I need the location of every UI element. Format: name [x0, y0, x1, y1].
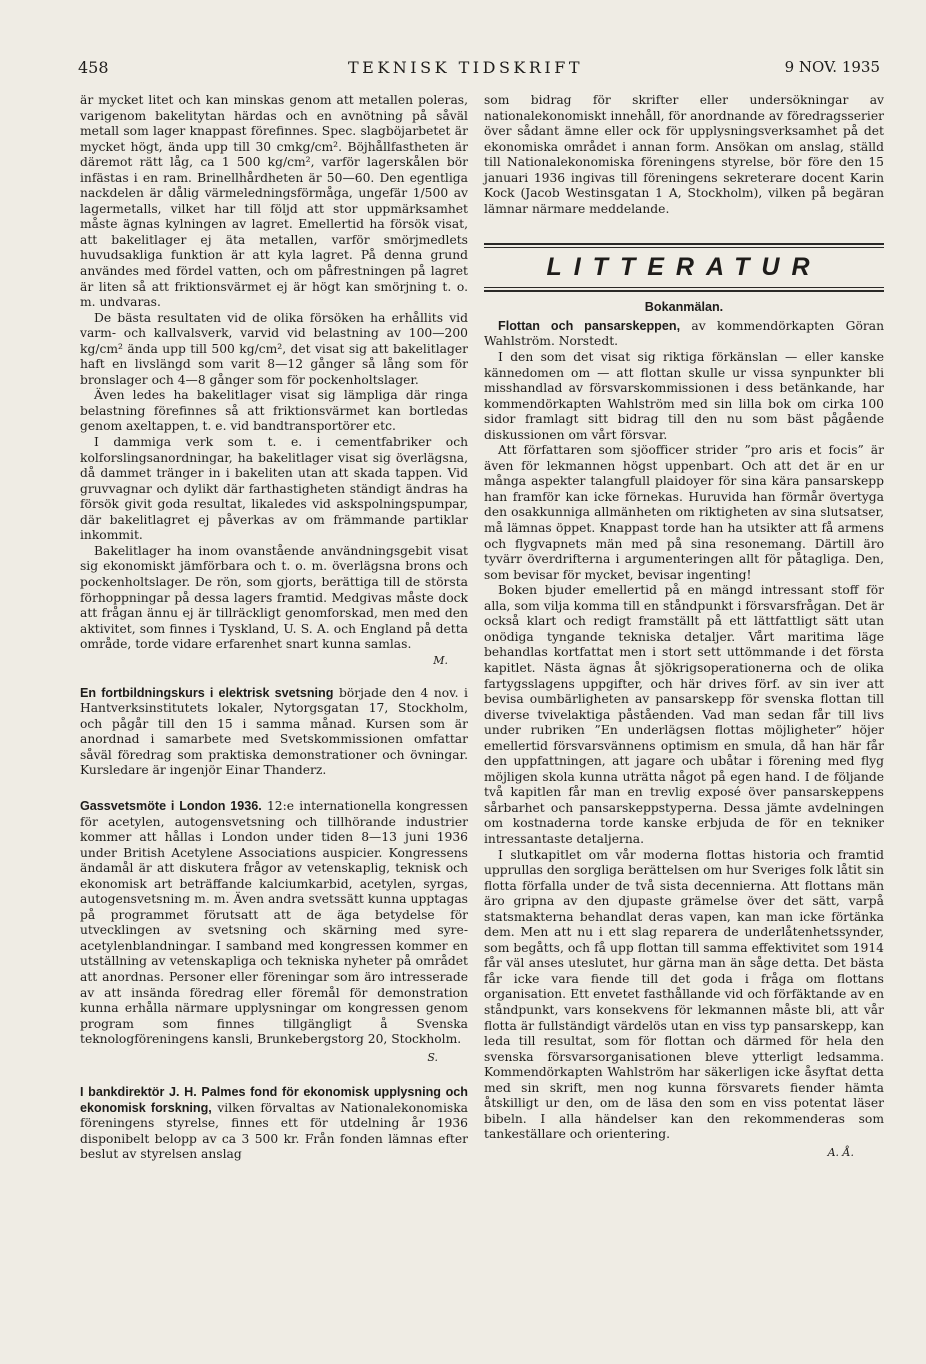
notice-gas-welding — [80, 799, 468, 1048]
subsection-title: Bokanmälan. — [644, 300, 724, 315]
notice-welding-course — [80, 686, 468, 779]
page-number: 458 — [78, 58, 109, 77]
page-header — [78, 58, 880, 84]
section-title: LITTERATUR — [546, 253, 822, 282]
author-signature: A. Å. — [827, 1145, 854, 1159]
notice-body: började den 4 nov. i Hantverksinstitutets lokaler, Nytorgsgatan 17, Stockholm, och pågår till den 15 i samma månad. Kursen som är anordnad i samarbete med Svetskommissionen omfattar såväl föredrag som praktiska demonstrationer och övningar. Kursledare är ingenjör Einar Thanderz. — [80, 685, 468, 778]
author-signature: M. — [433, 653, 448, 667]
review-paragraph: Att författaren som sjöofficer strider ”pro aris et focis” är även för lekmannen högst uppenbart. Och att det är en ur många aspekter talangfull plaidoyer för sina kära pansarskepp han framför kan icke förnekas. Huruvida han förmår övertyga den osakkunniga allmänheten om riktigheten av sina slutsatser, må lämnas öppet. Knappast torde han ha utsikter att få armens och flygvapnets män med på sina resonemang. Därtill äro tyvärr överdrifterna i argumenteringen allt för påtagliga. Den, som bevisar för mycket, bevisar ingenting! — [484, 443, 884, 582]
author-signature: S. — [427, 1050, 438, 1064]
left-column — [80, 93, 468, 1163]
article-paragraph: som bidrag för skrifter eller undersökningar av nationalekonomiskt innehåll, för anordnande av föredragsserier över sådant ämne eller ock för upplysningsverksamhet på det ekonomiska området i annan form. Ansökan om anslag, ställd till Nationalekonomiska föreningens styrelse, bör före den 15 januari 1936 ingivas till föreningens sekreterare docent Karin Kock (Jacob Westinsgatan 1 A, Stockholm), vilken på begäran lämnar närmare meddelande. — [484, 93, 884, 216]
article-paragraph: De bästa resultaten vid de olika försöken ha erhållits vid varm- och kallvalsverk, varvid vid belastning av 100—200 kg/cm² ända upp till 500 kg/cm², det visat sig att bakelitlager haft en livslängd som varit 8—12 gånger så lång som för bronslager och 4—8 gånger som för pockenholtslager. — [80, 310, 468, 387]
notice-heading: I bankdirektör J. H. Palmes fond för ekonomisk upplysning och ekonomisk forskning, — [80, 1085, 468, 1115]
notice-heading: En fortbildningskurs i elektrisk svetsning — [80, 685, 334, 700]
article-paragraph: I dammiga verk som t. e. i cementfabriker och kolforslingsanordningar, ha bakelitlager visat sig överlägsna, då dammet tränger in i bakeliten utan att skada tappen. Vid gruvvagnar och dylikt där farthastigheten ständigt ändras ha försök givit goda resultat, likaledes vid askspolningspumpar, där bakelitlagret ej påverkas av om främmande partiklar inkommit. — [80, 435, 468, 543]
divider — [484, 243, 884, 245]
journal-title: TEKNISK TIDSKRIFT — [348, 58, 583, 77]
notice-body: 12:e internationella kongressen för acetylen, autogensvetsning och tillhörande industrier kommer att hållas i London under tiden 8—13 juni 1936 under British Acetylene Associations auspicier. Kongressens ändamål är att diskutera frågor av vetenskaplig, teknisk och ekonomisk art beträffande kalciumkarbid, acetylen, syrgas, autogensvetsning m. m. Även andra svetssätt kunna upptagas på programmet förutsatt att de äga betydelse för utvecklingen av svetsning och skärning med syre-acetylenblandningar. I samband med kongressen kommer en utställning av vetenskapliga och tekniska nyheter på området att anordnas. Personer eller föreningar som äro intresserade av att insända föredrag eller föremål för demonstration kunna erhålla närmare upplysningar om kongressen genom program som finnes tillgängligt å Svenska teknologföreningens kansli, Brunkebergstorg 20, Stockholm. — [80, 798, 468, 1047]
divider — [484, 247, 884, 248]
review-paragraph: I den som det visat sig riktiga förkänslan — eller kanske kännedomen om — att flottan skulle ur vissa synpunkter bli misshandlad av försvarskommissionen i dess betänkande, har kommendörkapten Wahlström med sin lilla bok om cirka 100 sidor framlagt sitt bidrag till den nu som bäst pågående diskussionen om vårt försvar. — [484, 350, 884, 442]
article-paragraph: Bakelitlager ha inom ovanstående användningsgebit visat sig ekonomiskt jämförbara och t. o. m. överlägsna brons och pockenholtslager. De rön, som gjorts, berättiga till de största förhoppningar på dessa lagers framtid. Medgivas måste dock att frågan ännu ej är tillräckligt genomforskad, men med den aktivitet, som finnes i Tyskland, U. S. A. och England på detta område, torde vidare erfarenhet snart kunna samlas. — [80, 543, 468, 652]
notice-heading: Gassvetsmöte i London 1936. — [80, 798, 262, 813]
book-info: av kommendörkapten Göran Wahlström. Norstedt. — [484, 318, 884, 349]
notice-body: vilken förvaltas av Nationalekonomiska föreningens styrelse, finnes ett för utdelning år 1936 disponibelt belopp av ca 3 500 kr. Från fonden lämnas efter beslut av styrelsen anslag — [80, 1100, 468, 1162]
divider — [484, 287, 884, 288]
book-reference — [484, 319, 884, 350]
book-title: Flottan och pansarskeppen, — [498, 318, 681, 333]
article-paragraph: är mycket litet och kan minskas genom att metallen poleras, varigenom bakelitytan härdas och en avnötning på såväl metall som lager knappast förefinnes. Spec. slagböjarbetet är mycket högt, ända upp till 30 cmkg/cm². Böjhållfastheten är däremot rätt låg, ca 1 500 kg/cm², varför lagerskålen bör infästas i en ram. Brinellhårdheten är 50—60. Den egentliga nackdelen är dålig värmeledningsförmåga, ungefär 1/500 av lagermetalls, vilket har till följd att stor uppmärksamhet måste ägnas kylningen av lagret. Emellertid ha försök visat, att bakelitlager ej äta metallen, varför smörjmedlets huvudsakliga funktion är att kyla lagret. På denna grund användes med fördel vatten, och om påfrestningen på lagret är liten så att friktionsvärmet ej är högt kan smörjning t. o. m. undvaras. — [80, 93, 468, 310]
divider — [484, 290, 884, 292]
right-column — [484, 93, 884, 1160]
review-paragraph: I slutkapitlet om vår moderna flottas historia och framtid upprullas den sorgliga berättelsen om hur Sveriges folk låtit sin flotta förfalla under de två sista decennierna. Att flottans män äro gripna av den djupaste grämelse över det sätt, varpå statsmakterna behandlat deras vapen, kan man icke förtänka dem. Men att nu i ett slag reparera de underlåtenhetssynder, som begåtts, och få upp flottan till samma effektivitet som 1914 får väl anses uteslutet, hur gärna man än såge detta. Det bästa får icke vara fiende till det goda i fråga om flottans organisation. Ett envetet fasthållande vid och förfäktande av en ståndpunkt, vars konsekvens för lekmannen måste bli, att vår flotta är fullständigt värdelös utan en viss typ pansarskepp, kan leda till resultat, som för flottan och därmed för hela den svenska försvarsorganisationen bleve ytterligt ledsamma. Kommendörkapten Wahlström har säkerligen icke åsyftat detta med sin skrift, men nog kunna försvarets fiender hämta åtskilligt ur den, om de läsa den som en viss potentat läser bibeln. I alla händelser kan den rekommenderas som tankeställare och orientering. — [484, 847, 884, 1142]
issue-date: 9 NOV. 1935 — [784, 58, 880, 76]
article-paragraph: Även ledes ha bakelitlager visat sig lämpliga där ringa belastning förefinnes så att friktionsvärmet kan bortledas genom axeltappen, t. e. vid bandtransportörer etc. — [80, 388, 468, 434]
review-paragraph: Boken bjuder emellertid på en mängd intressant stoff för alla, som vilja komma till en ståndpunkt i försvarsfrågan. Det är också klart och redigt framställt på ett lättfattligt sätt utan onödiga tyngande tekniska detaljer. Vårt maritima läge behandlas kortfattat men i stort sett uttömmande i det första kapitlet. Nästa ägnas åt sjökrigsoperationerna och de olika fartygsslagens uppgifter, och här drives förf. av sin iver att bevisa oumbärligheten av pansarskepp för svenska flottan till diverse tvivelaktiga påståenden. Vad man sedan får till livs under rubriken ”En underlägsen flottas möjligheter” höjer emellertid försvarsvännens optimism en smula, då han här får den uppfattningen, att jagare och ubåtar i förening med flyg möjligen skola kunna uträtta något på egen hand. I de följande två kapitlen får man en trevlig exposé över pansarskeppens sårbarhet och pansarskeppstyperna. Dessa jämte avdelningen om kostnaderna torde kanske erbjuda de för en tekniker intressantaste detaljerna. — [484, 583, 884, 846]
notice-palme-fund — [80, 1085, 468, 1163]
